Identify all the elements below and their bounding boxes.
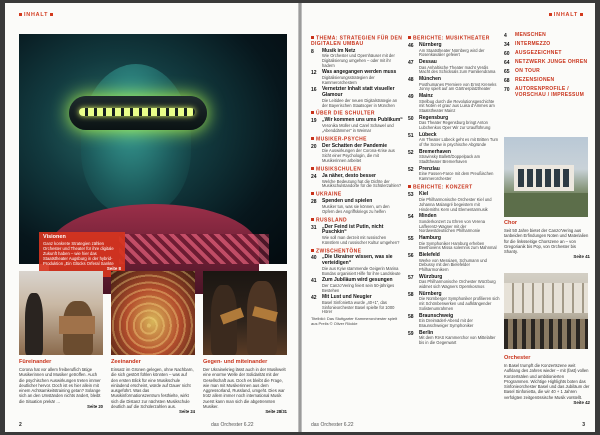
toc-entry[interactable] (408, 331, 500, 346)
toc-entry-title: Regensburg (419, 114, 449, 121)
department-title: NETZWERK JUNGE OHREN (515, 59, 588, 65)
toc-entry[interactable] (311, 49, 403, 69)
thumb-gegen-miteinander[interactable] (203, 271, 287, 355)
toc-entry-page: 55 (408, 235, 414, 242)
toc-column-3 (504, 33, 590, 101)
toc-entry-title: „Die Ukrainer wissen, was sie verteidigen“ (322, 254, 393, 267)
toc-entry-page: 46 (408, 42, 414, 49)
hero-caption-title: Visionen (43, 234, 66, 240)
toc-entry-title: Ja näher, desto besser (322, 172, 376, 179)
toc-entry-summary: Am Staatstheater Nürnberg wird der Rosenkavalier gefeiert (419, 47, 485, 58)
section-marker (311, 137, 314, 140)
toc-entry-page: 52 (408, 166, 414, 173)
toc-entry[interactable] (408, 292, 500, 312)
toc-entry-summary: Die Symphoniker Hamburg erheben Beethovens Missa solemnis zum Mahnmal (419, 240, 497, 251)
department-page: 70 (504, 87, 510, 93)
department-entry[interactable] (504, 69, 590, 75)
toc-entry-summary: Das Anhaltische Theater macht Verdis Macht des Schicksals zum Familiendrama (419, 64, 496, 75)
toc-section-heading: ÜBER DIE SCHULTER (311, 111, 403, 117)
left-folio-text: das Orchester 6.22 (211, 422, 254, 428)
toc-entry-title: Der Schatten der Pandemie (322, 142, 388, 149)
section-marker (311, 192, 314, 195)
toc-entry-page: 58 (408, 313, 414, 320)
toc-entry[interactable] (408, 253, 500, 273)
toc-entry-page: 54 (408, 214, 414, 221)
toc-entry[interactable] (311, 295, 403, 315)
toc-entry-title: Spenden und spielen (322, 198, 373, 205)
department-entry[interactable] (504, 51, 590, 57)
toc-entry[interactable] (408, 94, 500, 114)
hero-head (81, 64, 191, 214)
cover-credit: Titelbild: Das Stuttgarter Kammerorchester spielt aus Prelis © Oliver Röckle (311, 316, 398, 327)
department-page: 68 (504, 78, 510, 84)
department-entry[interactable] (504, 42, 590, 48)
toc-entry[interactable] (408, 275, 500, 290)
toc-entry-summary: Die aus Kyiw stammende Geigerin Marina Bondas organisiert Hilfe für ihre Landsleute (322, 265, 401, 276)
toc-entry-summary: Die Philharmonische Orchester Kiel und Johanna Malangré begeistern mit Hindemiths Kern und Elementarmusik (419, 196, 492, 212)
toc-entry-title: Prenzlau (419, 165, 440, 172)
department-entry[interactable] (504, 60, 590, 66)
toc-entry-summary: Musiker tun, was sie können, um den Opfern des Angriffskriegs zu helfen (322, 203, 390, 214)
toc-entry[interactable] (408, 167, 500, 182)
page-ref-fuereinander[interactable]: Seite 20 (87, 404, 103, 410)
toc-entry-title: Mainz (419, 92, 433, 99)
toc-section-heading: ZWISCHENTÖNE (311, 249, 403, 255)
page-ref-orchester[interactable]: Seite 42 (573, 400, 590, 406)
toc-entry[interactable] (408, 60, 500, 75)
right-folio-text: das Orchester 6.22 (311, 422, 354, 428)
right-page-header: INHALT (549, 12, 585, 18)
hero-caption-page: Seite 8 (106, 266, 121, 271)
toc-entry-title: „Der Feind ist Putin, nicht Puschkin“ (322, 223, 384, 236)
vr-goggle-lights (79, 108, 195, 116)
toc-entry-summary: Veronika Müller und Carel Schawel und „Abenddämmer“ in Weimar (322, 122, 394, 133)
toc-entry-page: 48 (408, 76, 414, 83)
toc-entry-page: 24 (311, 173, 317, 180)
toc-entry-title: Nürnberg (419, 41, 442, 48)
hero-garment-pattern (119, 234, 269, 264)
toc-entry-page: 8 (311, 48, 314, 55)
toc-section-heading: MUSIKER-PSYCHE (311, 137, 403, 143)
toc-entry-summary: Das Philharmonische Orchester Würzburg widmet sich Wagners Opernkosmos (419, 279, 496, 290)
department-page: 60 (504, 51, 510, 57)
toc-entry-summary: Posthumanes Premiere von Ernst Kreneks Jonny spielt auf am Gärtnerplatztheater (419, 81, 497, 92)
department-entry[interactable] (504, 78, 590, 84)
orchester-photo[interactable] (504, 273, 588, 349)
toc-entry-summary: Sonderkonzert zu Ehren von Verena Lafferentz-Wagner mit der Nordwestdeutschen Philharmonie (419, 218, 485, 234)
toc-entry-title: Minden (419, 213, 437, 220)
toc-entry[interactable] (311, 118, 403, 133)
toc-entry[interactable] (311, 278, 403, 293)
toc-entry-summary: Das Theater Regensburg bringt Anton Lubchenkos Oper Wir zur Uraufführung (419, 120, 491, 131)
toc-entry[interactable] (408, 236, 500, 251)
page-ref-zeeinander[interactable]: Seite 24 (179, 409, 195, 415)
magazine-spread (5, 3, 595, 432)
toc-entry-summary: Wie soll man derzeit mit russischen Künstlern und russischer Kultur umgehen? (322, 234, 400, 245)
toc-entry-page: 12 (311, 70, 317, 77)
toc-entry-title: Zum Jubiläum wird gesungen (322, 277, 393, 284)
toc-entry-title: Berlin (419, 329, 434, 336)
toc-entry-page: 28 (311, 199, 317, 206)
toc-entry-page: 49 (408, 93, 414, 100)
department-entry[interactable] (504, 33, 590, 39)
toc-entry-summary: Ein Dreimäderl-Abend mit der Braunschweiger Symphoniker (419, 318, 474, 329)
toc-entry-page: 50 (408, 115, 414, 122)
toc-section-heading: MUSIKSCHULEN (311, 167, 403, 173)
section-marker (408, 36, 411, 39)
toc-entry-title: Musik im Netz (322, 47, 356, 54)
toc-entry-summary: Digitalisierungsstrategien der Kammerorchestern (322, 75, 375, 85)
section-marker (311, 249, 314, 252)
toc-entry[interactable] (408, 43, 500, 58)
department-page: 65 (504, 69, 510, 75)
toc-entry[interactable] (311, 199, 403, 214)
section-marker (311, 218, 314, 221)
toc-entry-title: Würzburg (419, 273, 443, 280)
toc-entry[interactable] (408, 192, 500, 212)
right-folio: 3 (582, 422, 585, 428)
toc-entry-summary: Werke von Messiaen, Schumann und Debussy mit den Bielefelder Philharmonikern (419, 257, 487, 273)
toc-entry-title: Bielefeld (419, 251, 440, 258)
toc-entry-summary: Am Theater Lübeck geht es mit Britten Turn of the Screw in psychische Abgründe (419, 137, 499, 148)
toc-entry-summary: Basel Sinfonietta wurde „40+1“, das Sinfonieorchester Basel spielte für 1000 Hörer (322, 299, 395, 315)
toc-column-1 (311, 33, 403, 327)
toc-entry-summary: Die Auswirkungen der Corona-Krise aus Sicht einer Psychologin, die mit Musikerinnen arbeitet (322, 148, 395, 164)
toc-section-heading: RUSSLAND (311, 218, 403, 224)
toc-entry-title: Nürnberg (419, 290, 442, 297)
toc-section-heading: BERICHTE: KONZERT (408, 185, 500, 191)
toc-section-heading: THEMA: STRATEGIEN FÜR DEN DIGITALEN UMBAU (311, 35, 403, 47)
section-marker (311, 36, 314, 39)
department-title: INTERMEZZO (515, 41, 551, 47)
toc-entry-page: 58 (408, 291, 414, 298)
section-marker (311, 111, 314, 114)
toc-entry-page: 47 (408, 59, 414, 66)
toc-entry-summary: Die Leitidee der neuen Digitalstrategie an der Bayerischen Staatsoper in München (322, 97, 398, 108)
department-page: 4 (504, 33, 507, 39)
toc-entry-page: 56 (408, 252, 414, 259)
toc-entry-page: 19 (311, 118, 317, 125)
toc-entry-page: 51 (408, 132, 414, 139)
toc-entry-summary: Eine Fassen-Farce mit dem Preußischen Kammerorchester (419, 171, 494, 182)
thumb-fuereinander[interactable] (19, 271, 103, 355)
toc-entry[interactable] (311, 225, 403, 246)
caption-gegen-miteinander: Gegen- und miteinander Der Ukrainekrieg lässt auch in der Musikwelt eine enorme Welle der Solidarität mit der Gesellschaft aus. Doch es bleibt die Frage, wie man mit Musikerinnen aus dem Aggressorland, Russland, umgeht. Dies war trotz allem immer noch international Musik zuerst kann man sich die abgetrennten Musiker. Seite 28/31 (203, 359, 287, 415)
hero-photo[interactable] (19, 34, 287, 271)
section-marker (311, 167, 314, 170)
toc-entry-page: 53 (408, 192, 414, 199)
toc-entry-page: 59 (408, 330, 414, 337)
page-ref-chor[interactable]: Seite 41 (573, 254, 590, 260)
toc-entry[interactable] (311, 255, 403, 276)
toc-entry-summary: Wie Orchester und Opernhäuser mit der Digitalisierung umgehen – oder mit ihr hadern (322, 53, 395, 68)
toc-entry-summary: Strelbug durch die Revolutionsgeschichte mit Noten et grau' aus Luisa d'Ammes am Staatstheater Mainz (419, 98, 495, 114)
toc-entry-page: 57 (408, 274, 414, 281)
toc-entry[interactable] (408, 214, 500, 234)
toc-entry-title: Vernetzter Inhalt statt visueller Glamour (322, 86, 395, 99)
toc-entry-summary: Welche Bedeutung hat die Dichte der Musikschulstandorte für die Schülerzahlen? (322, 178, 402, 189)
hero-caption-text: Ganz konkrete Strategien zählen Orchester und Theater für ihre digitale Zukunft haben – wie hier das Staatstheater Augsburg in der hybrid-Produktion „Ein Glücks Orferal Sankte (43, 241, 114, 266)
department-entry[interactable] (504, 87, 590, 98)
toc-entry-title: Braunschweig (419, 312, 454, 319)
toc-entry-page: 42 (311, 295, 317, 302)
toc-entry-page: 52 (408, 149, 414, 156)
left-folio: 2 (19, 422, 22, 428)
toc-entry-summary: Die Nürnberger Symphoniker profilieren sich mit Schönberwerken und aufklängender Solistenumrahmen (419, 296, 500, 312)
toc-entry[interactable] (408, 133, 500, 148)
toc-section-heading: BERICHTE: MUSIKTHEATER (408, 36, 500, 42)
thumb-zeeinander[interactable] (111, 271, 195, 355)
caption-chor: Chor Seit 50 Jahre bietet der Canzo'Vering aus tanbeiden Erfindungen Noten und Materialien für die linksseitige Chorszene an – von Gregorianik bis Pop, von Orchester bis Shanty. Seite 41 (504, 220, 590, 260)
toc-entry[interactable] (311, 174, 403, 189)
toc-entry-page: 41 (311, 278, 317, 285)
toc-entry[interactable] (408, 116, 500, 131)
toc-entry-summary: Stravinsky Ballett/Doppelpack am Stadttheater Bremerhaven (419, 154, 480, 165)
toc-entry[interactable] (311, 87, 403, 108)
department-page: 34 (504, 42, 510, 48)
toc-entry[interactable] (408, 314, 500, 329)
toc-entry-summary: Der Canzo'Vering feiert sein 50-jähriges Bestehen (322, 282, 395, 293)
toc-entry-page: 20 (311, 143, 317, 150)
toc-entry-title: München (419, 75, 441, 82)
toc-entry[interactable] (408, 77, 500, 92)
toc-entry-title: Hamburg (419, 234, 441, 241)
toc-entry-title: Mit Lust und Neugier (322, 294, 372, 301)
left-page-header: INHALT (19, 12, 55, 18)
page-ref-gegen-miteinander[interactable]: Seite 28/31 (265, 409, 287, 415)
department-title: ON TOUR (515, 68, 541, 74)
department-title: AUSGEZEICHNET (515, 50, 562, 56)
toc-entry[interactable] (408, 150, 500, 165)
toc-entry-title: Lübeck (419, 131, 437, 138)
department-title: MENSCHEN (515, 32, 547, 38)
department-page: 64 (504, 60, 510, 66)
toc-entry-title: Bremerhaven (419, 148, 451, 155)
toc-column-2 (408, 33, 500, 348)
caption-fuereinander: Füreinander Corona hat vor allem freiberuflich tätige Musikerinnen und Musiker getroffen. Auch die psychischen Auswirkungen treten immer deutlicher hervor. Doch ist es hier allein mit einem Achtsamkeitstraining getan? Solange sich an den Umständen nichts ändert, bleibt die Situation prekär … Seite 20 (19, 359, 103, 410)
toc-entry-page: 40 (311, 255, 317, 262)
left-page (5, 3, 298, 432)
department-title: AUTORENPROFILE / VORSCHAU / IMPRESSUM (515, 86, 585, 98)
toc-entry-title: Kiel (419, 191, 429, 198)
toc-entry[interactable] (311, 70, 403, 85)
toc-entry-title: „Wir kommen uns ums Publikum“ (322, 117, 403, 124)
caption-orchester: Orchester In Basel trumpft die Konzertszene weit Aufklang des Jahres wieder – mit (fast) vollen Konzertsälen und ambitionierten Programmen. Wichtige Highlights boten das Sinfonieorchester Basel und das Jubiläum der Basel Sinfonietta, die wir 40 + 1 Jahren verfolgten zeitgenössische Musik vorstellt. Seite 42 (504, 355, 590, 406)
toc-section-heading: UKRAINE (311, 192, 403, 198)
department-title: REZENSIONEN (515, 77, 555, 83)
caption-zeeinander: Zeeinander Einsatz im Grünen gelegen, ohne Nachbarn, die sich gestört fühlen könnten – was auf den ersten Blick für eine Musikschule einladend erscheint, würde auf Dauer nicht ausgeführt. Was das Musikinformationszentrum festhielte, wirkt sich die Distanz zur nächsten Musikschule deutlich auf die Schülerzahlen aus. Seite 24 (111, 359, 195, 415)
toc-entry-title: Dessau (419, 58, 437, 65)
toc-entry[interactable] (311, 144, 403, 164)
toc-entry-page: 31 (311, 224, 317, 231)
section-marker (408, 185, 411, 188)
toc-entry-title: Was angegangen werden muss (322, 69, 397, 76)
toc-entry-summary: Mit dem RIAS Kammerchor von Mittelalter bis in die Gegenwart (419, 335, 496, 346)
chor-photo[interactable] (504, 137, 588, 217)
toc-entry-page: 16 (311, 87, 317, 94)
right-page (302, 3, 595, 432)
